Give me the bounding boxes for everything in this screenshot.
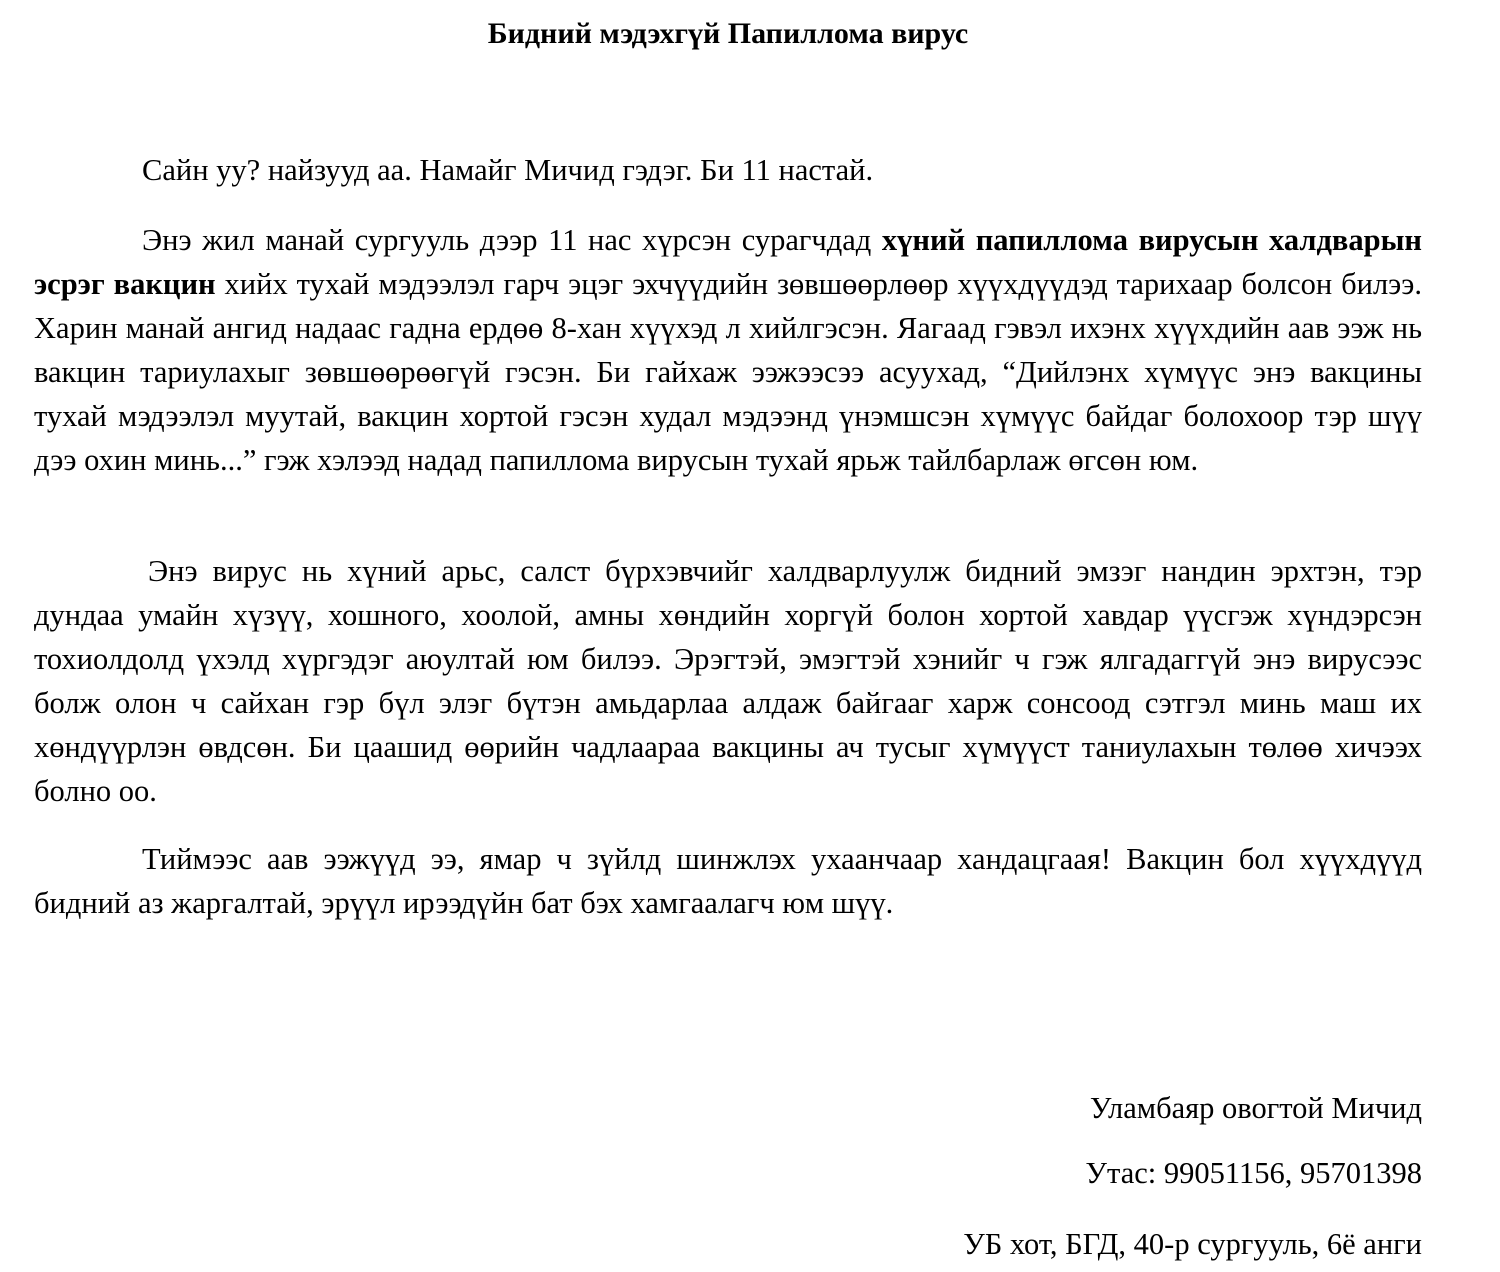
document-title: Бидний мэдэхгүй Папиллома вирус [487, 17, 969, 50]
greeting-paragraph: Сайн уу? найзууд аа. Намайг Мичид гэдэг. Би 11 настай. [142, 153, 874, 187]
paragraph-1-text-start: Энэ жил манай сургууль дээр 11 нас хүрсэн сурагчдад [142, 223, 882, 257]
paragraph-vaccine-info [34, 218, 1422, 482]
signature-address: УБ хот, БГД, 40-р сургууль, 6ё анги [963, 1227, 1422, 1261]
paragraph-virus-info: Энэ вирус нь хүний арьс, салст бүрхэвчийг халдварлуулж бидний эмзэг нандин эрхтэн, тэр дундаа умайн хүзүү, хошного, хоолой, амны хөндийн хоргүй болон хортой хавдар үүсгэж хүндэрсэн тохиолдолд үхэлд хүргэдэг аюултай юм билээ. Эрэгтэй, эмэгтэй хэнийг ч гэж ялгадаггүй энэ вирусээс болж олон ч сайхан гэр бүл элэг бүтэн амьдарлаа алдаж байгааг харж сонсоод сэтгэл минь маш их хөндүүрлэн өвдсөн. Би цаашид өөрийн чадлаараа вакцины ач тусыг хүмүүст таниулахын төлөө хичээх болно оо. [34, 554, 1422, 808]
paragraph-1-bold-text: хүний папиллома вирусын халдварын эсрэг вакцин [34, 223, 1422, 301]
paragraph-appeal: Тиймээс аав ээжүүд ээ, ямар ч зүйлд шинжлэх ухаанчаар хандацгаая! Вакцин бол хүүхдүүд бидний аз жаргалтай, эрүүл ирээдүйн бат бэх хамгаалагч юм шүү. [34, 842, 1422, 920]
document-page [34, 0, 1422, 1261]
signature-name: Уламбаяр овогтой Мичид [1089, 1091, 1422, 1125]
signature-phone: Утас: 99051156, 95701398 [1085, 1156, 1422, 1190]
paragraph-1-text-end: хийх тухай мэдээлэл гарч эцэг эхчүүдийн зөвшөөрлөөр хүүхдүүдэд тарихаар болсон билээ. Харин манай ангид надаас гадна ердөө 8-хан хүүхэд л хийлгэсэн. Яагаад гэвэл ихэнх хүүхдийн аав ээж нь вакцин тариулахыг зөвшөөрөөгүй гэсэн. Би гайхаж ээжээсээ асуухад, “Дийлэнх хүмүүс энэ вакцины тухай мэдээлэл муутай, вакцин хортой гэсэн худал мэдээнд үнэмшсэн хүмүүс байдаг болохоор тэр шүү дээ охин минь...” гэж хэлээд надад папиллома вирусын тухай ярьж тайлбарлаж өгсөн юм. [34, 267, 1422, 477]
